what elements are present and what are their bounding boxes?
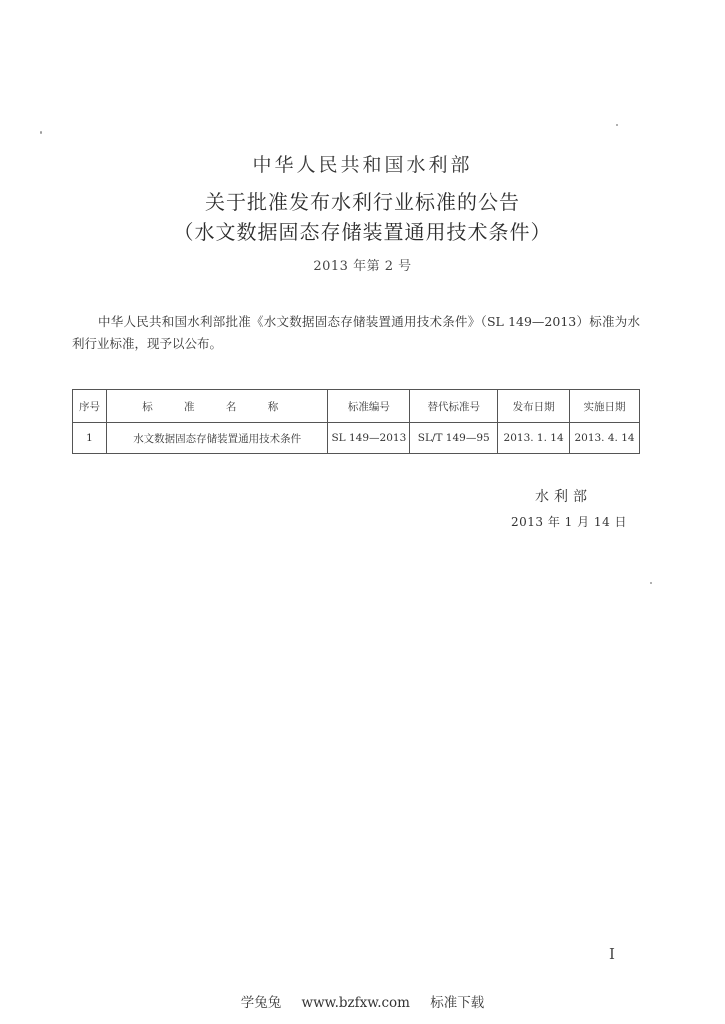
footer-site-name: 学兔兔 xyxy=(240,995,282,1011)
cell-standard-name: 水文数据固态存储装置通用技术条件 xyxy=(106,423,328,454)
col-header-replaces: 替代标准号 xyxy=(410,390,498,423)
cell-effective-date: 2013. 4. 14 xyxy=(570,423,640,454)
cell-index: 1 xyxy=(73,423,107,454)
footer-tagline: 标准下载 xyxy=(430,995,485,1011)
col-header-index: 序号 xyxy=(73,390,107,423)
footer-url[interactable]: www.bzfxw.com xyxy=(301,995,410,1011)
announcement-subtitle: （水文数据固态存储装置通用技术条件） xyxy=(173,220,552,244)
table-row xyxy=(73,423,640,454)
cell-standard-code: SL 149—2013 xyxy=(328,423,410,454)
signature-date: 2013 年 1 月 14 日 xyxy=(511,515,628,529)
col-header-name: 标 准 名 称 xyxy=(106,390,328,423)
announcement-title: 关于批准发布水利行业标准的公告 xyxy=(205,190,520,214)
page-number: I xyxy=(609,945,615,963)
ministry-name: 中华人民共和国水利部 xyxy=(252,154,473,176)
col-header-issue-date: 发布日期 xyxy=(498,390,570,423)
cell-replaced-code: SL/T 149—95 xyxy=(410,423,498,454)
announcement-body: 中华人民共和国水利部批准《水文数据固态存储装置通用技术条件》（SL 149—2013）标准为水利行业标准，现予以公布。 xyxy=(72,314,640,351)
table-header-row xyxy=(73,390,640,423)
col-header-code: 标准编号 xyxy=(328,390,410,423)
footer-watermark xyxy=(0,991,725,1011)
announcement-number: 2013 年第 2 号 xyxy=(313,259,412,274)
cell-issue-date: 2013. 1. 14 xyxy=(498,423,570,454)
standards-table xyxy=(72,389,640,454)
signature-organization: 水利部 xyxy=(535,489,592,505)
col-header-effective-date: 实施日期 xyxy=(570,390,640,423)
